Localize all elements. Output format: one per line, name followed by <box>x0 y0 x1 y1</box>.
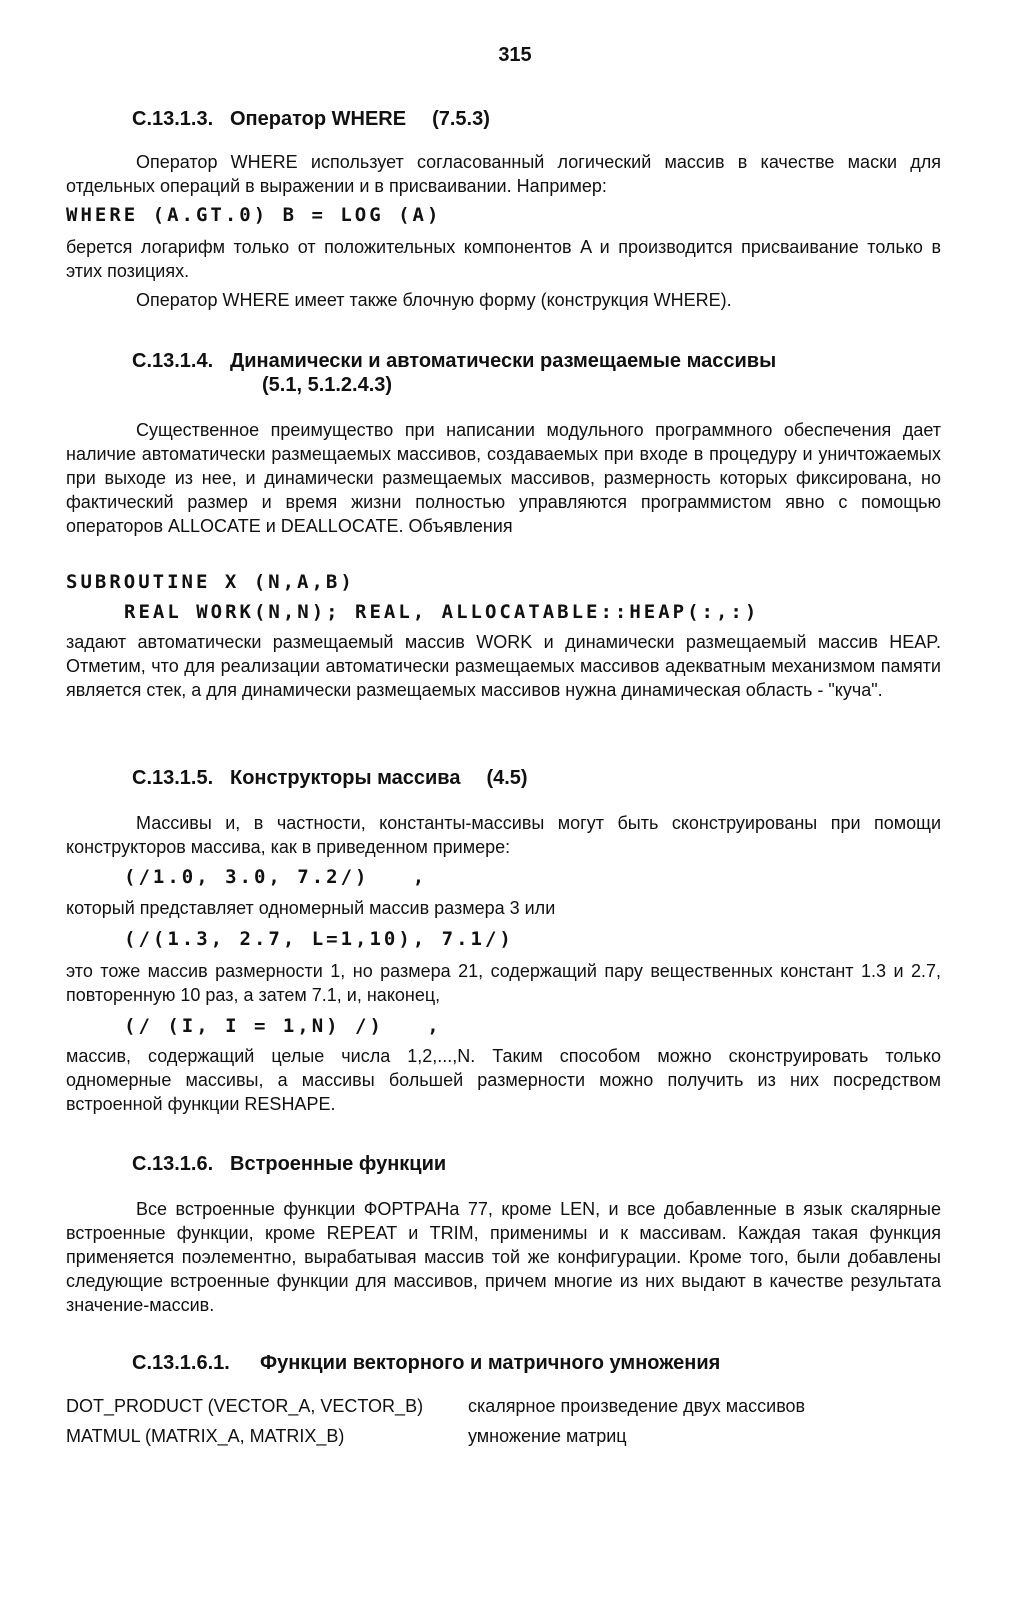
paragraph: Массивы и, в частности, константы-массивы могут быть сконструированы при помощи конструкторов массива, как в приведенном примере: <box>66 813 941 857</box>
section-number: C.13.1.3. <box>132 108 214 130</box>
paragraph: это тоже массив размерности 1, но размера 21, содержащий пару вещественных констант 1.3 и 2.7, повторенную 10 раз, а затем 7.1, и, наконец, <box>66 961 941 1005</box>
section-number: C.13.1.4. <box>132 350 214 372</box>
paragraph: Все встроенные функции ФОРТРАНа 77, кроме LEN, и все добавленные в язык скалярные встроенные функции, кроме REPEAT и TRIM, применимы и к массивам. Каждая такая функция применяется поэлементно, вырабатывая массив той же конфигурации. Кроме того, были добавлены следующие встроенные функции для массивов, причем многие из них выдают в качестве результата значение-массив. <box>66 1199 941 1315</box>
function-row <box>66 1396 946 1420</box>
section-ref: (5.1, 5.1.2.4.3) <box>262 374 393 396</box>
section-heading-intrinsic-functions <box>132 1153 446 1176</box>
paragraph: массив, содержащий целые числа 1,2,...,N. Таким способом можно сконструировать только одномерные массивы, а массивы большей размерности можно получить из них посредством встроенной функции RESHAPE. <box>66 1046 941 1114</box>
section-title: Функции векторного и матричного умножения <box>260 1352 721 1374</box>
paragraph: Оператор WHERE имеет также блочную форму (конструкция WHERE). <box>136 290 732 310</box>
section-ref: (4.5) <box>486 767 528 789</box>
section-heading-where <box>132 108 490 131</box>
section-number: C.13.1.6.1. <box>132 1352 230 1374</box>
section-heading-dynamic-arrays <box>132 350 776 373</box>
function-name: DOT_PRODUCT (VECTOR_A, VECTOR_B) <box>66 1396 424 1416</box>
code-line: SUBROUTINE X (N,A,B) <box>66 571 355 593</box>
paragraph: берется логарифм только от положительных компонентов A и производится присваивание только в этих позициях. <box>66 237 941 281</box>
text-line: который представляет одномерный массив размера 3 или <box>66 898 556 918</box>
code-line: REAL WORK(N,N); REAL, ALLOCATABLE::HEAP(:,:) <box>124 601 760 623</box>
section-heading-array-constructors <box>132 767 528 790</box>
section-title: Оператор WHERE <box>230 108 407 130</box>
function-description: умножение матриц <box>468 1426 627 1446</box>
section-number: C.13.1.5. <box>132 767 214 789</box>
function-row <box>66 1426 946 1450</box>
section-title: Конструкторы массива <box>230 767 461 789</box>
function-name: MATMUL (MATRIX_A, MATRIX_B) <box>66 1426 345 1446</box>
section-title: Встроенные функции <box>230 1153 447 1175</box>
code-line: (/1.0, 3.0, 7.2/) , <box>124 866 428 888</box>
code-line: WHERE (A.GT.0) B = LOG (A) <box>66 204 442 226</box>
section-heading-multiplication <box>132 1352 720 1375</box>
function-description: скалярное произведение двух массивов <box>468 1396 806 1416</box>
page-number: 315 <box>498 44 532 66</box>
paragraph: задают автоматически размещаемый массив WORK и динамически размещаемый массив HEAP. Отметим, что для реализации автоматически размещаемых массивов адекватным механизмом памяти является стек, а для динамически размещаемых массивов нужна динамическая область - "куча". <box>66 632 941 700</box>
paragraph: Оператор WHERE использует согласованный логический массив в качестве маски для отдельных операций в выражении и в присваивании. Например: <box>66 152 941 196</box>
section-title: Динамически и автоматически размещаемые массивы <box>230 350 777 372</box>
section-ref: (7.5.3) <box>432 108 490 130</box>
paragraph: Существенное преимущество при написании модульного программного обеспечения дает наличие автоматически размещаемых массивов, создаваемых при входе в процедуру и уничтожаемых при выходе из нее, и динамически размещаемых массивов, размерность которых фиксирована, но фактический размер и время жизни полностью управляются программистом явно с помощью операторов ALLOCATE и DEALLOCATE. Объявления <box>66 420 941 536</box>
code-line: (/(1.3, 2.7, L=1,10), 7.1/) <box>124 928 514 950</box>
section-number: C.13.1.6. <box>132 1153 214 1175</box>
code-line: (/ (I, I = 1,N) /) , <box>124 1015 442 1037</box>
